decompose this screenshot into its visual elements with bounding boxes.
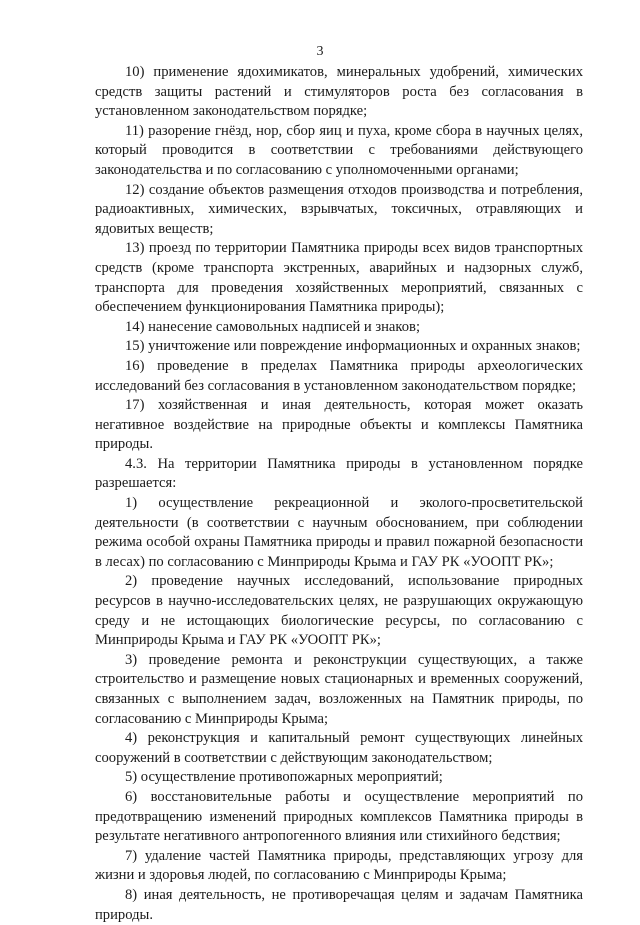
paragraph-item-15: 15) уничтожение или повреждение информационных и охранных знаков; xyxy=(125,338,581,355)
allowed-item-5: 5) осуществление противопожарных мероприятий; xyxy=(125,769,443,786)
page-number: 3 xyxy=(316,44,324,59)
paragraph-item-17: 17) хозяйственная и иная деятельность, которая может оказать негативное воздействие на природные объекты и комплексы Памятника природы. xyxy=(95,397,583,453)
paragraph-item-10: 10) применение ядохимикатов, минеральных удобрений, химических средств защиты растений и стимуляторов роста без согласования в установленном законодательством порядке; xyxy=(95,64,583,120)
section-4-3-heading: 4.3. На территории Памятника природы в установленном порядке разрешается: xyxy=(95,455,583,492)
paragraph-item-13: 13) проезд по территории Памятника природы всех видов транспортных средств (кроме транспорта экстренных, аварийных и надзорных служб, транспорта для проведения хозяйственных мероприятий, связанных с обеспечением функционирования Памятника природы); xyxy=(95,240,583,316)
allowed-item-4: 4) реконструкция и капитальный ремонт существующих линейных сооружений в соответствии с действующим законодательством; xyxy=(95,730,583,766)
allowed-item-8: 8) иная деятельность, не противоречащая целям и задачам Памятника природы. xyxy=(95,886,583,923)
allowed-item-1: 1) осуществление рекреационной и эколого-просветительской деятельности (в соответствии с научным обоснованием, при соблюдении режима особой охраны Памятника природы и правил пожарной безопасности в лесах) по согласованию с Минприроды Крыма и ГАУ РК «УООПТ РК»; xyxy=(95,495,583,570)
document-body xyxy=(95,63,583,925)
paragraph-item-12: 12) создание объектов размещения отходов производства и потребления, радиоактивных, химических, взрывчатых, токсичных, отравляющих и ядовитых веществ; xyxy=(95,181,583,237)
allowed-item-7: 7) удаление частей Памятника природы, представляющих угрозу для жизни и здоровья людей, по согласованию с Минприроды Крыма; xyxy=(95,847,583,884)
allowed-item-3: 3) проведение ремонта и реконструкции существующих, а также строительство и размещение новых стационарных и временных сооружений, связанных с выполнением задач, возложенных на Памятник природы, по согласованию с Минприроды Крыма; xyxy=(95,651,583,727)
paragraph-item-16: 16) проведение в пределах Памятника природы археологических исследований без согласования в установленном законодательством порядке; xyxy=(95,357,583,394)
allowed-item-6: 6) восстановительные работы и осуществление мероприятий по предотвращению изменений природных комплексов Памятника природы в результате негативного антропогенного влияния или стихийного бедствия; xyxy=(95,788,583,845)
paragraph-item-14: 14) нанесение самовольных надписей и знаков; xyxy=(125,318,421,335)
paragraph-item-11: 11) разорение гнёзд, нор, сбор яиц и пуха, кроме сбора в научных целях, который проводится в соответствии с требованиями действующего законодательства и по согласованию с уполномоченными органами; xyxy=(95,122,583,178)
allowed-item-2: 2) проведение научных исследований, использование природных ресурсов в научно-исследовательских целях, не разрушающих окружающую среду и не истощающих биологические ресурсы, по согласованию с Минприроды Крыма и ГАУ РК «УООПТ РК»; xyxy=(95,573,583,649)
